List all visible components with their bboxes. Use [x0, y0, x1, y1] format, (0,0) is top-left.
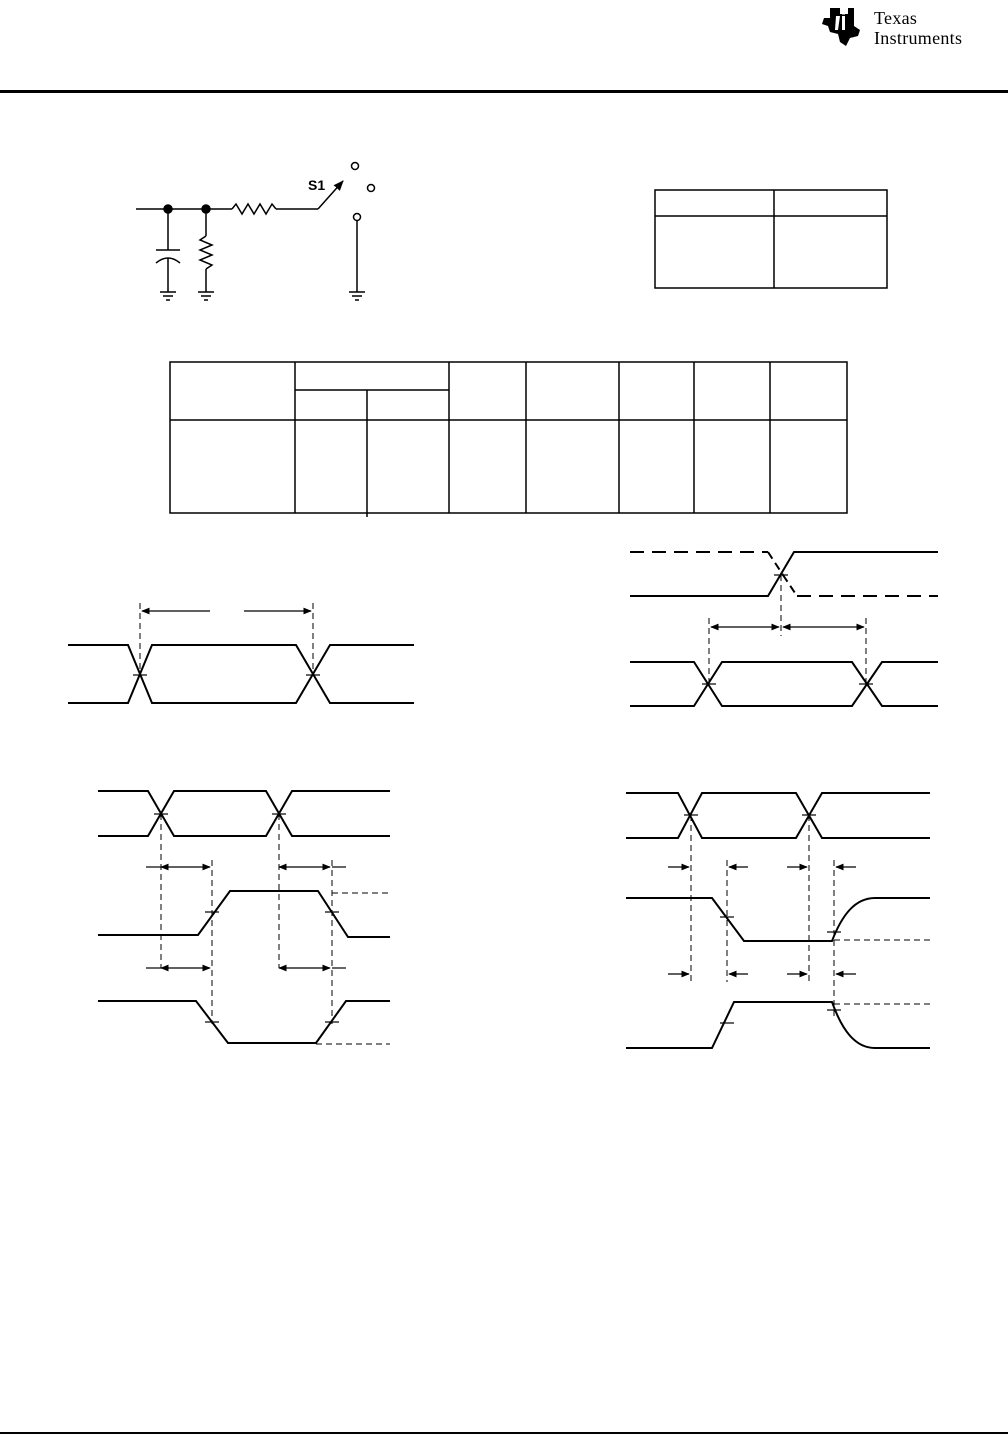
- switch-position-table: [655, 190, 887, 288]
- load-values-table: [170, 362, 847, 517]
- enable-disable-waveform: [626, 793, 930, 1048]
- ground-symbol: [160, 292, 176, 300]
- switch-label-s1: S1: [308, 177, 326, 193]
- pulse-width-waveform: [68, 603, 414, 703]
- switch-contact: [354, 214, 361, 221]
- propagation-delay-waveform: [98, 791, 390, 1044]
- ground-symbol: [198, 292, 214, 300]
- footer-rule: [0, 1432, 1008, 1434]
- logo-text-instruments: Instruments: [874, 28, 963, 48]
- setup-hold-waveform: [630, 552, 938, 706]
- switch-contact: [352, 163, 359, 170]
- load-resistor-vertical: [200, 236, 212, 269]
- logo-text-texas: Texas: [874, 8, 918, 28]
- load-circuit: [136, 163, 375, 301]
- load-resistor-horizontal: [232, 204, 276, 214]
- switch-contact: [368, 185, 375, 192]
- ground-symbol: [349, 292, 365, 300]
